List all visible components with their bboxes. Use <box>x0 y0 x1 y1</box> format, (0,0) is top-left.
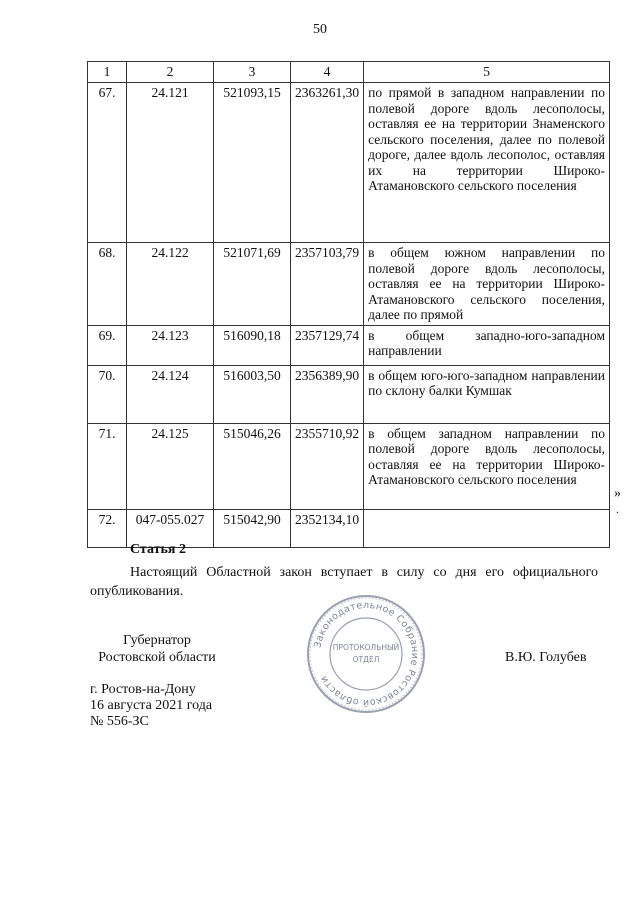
coord-y: 2357103,79 <box>291 243 364 326</box>
svg-text:Законодательное Собрание Росто <box>312 600 420 708</box>
coord-x: 515042,90 <box>214 509 291 547</box>
coord-x: 516003,50 <box>214 365 291 423</box>
header-cell-5: 5 <box>364 62 610 83</box>
header-cell-3: 3 <box>214 62 291 83</box>
article-title: Статья 2 <box>130 542 186 557</box>
direction-description: по прямой в западном направлении по полевой дороге вдоль лесополосы, оставляя ее на территории Знаменского сельского поселения, далее по полевой дороге, далее вдоль лесополос, оставляя их на территории Широко-Атамановского сельского поселения <box>364 83 610 243</box>
row-number: 71. <box>88 423 127 509</box>
row-number: 70. <box>88 365 127 423</box>
closing-dot: . <box>616 502 619 516</box>
governor-title-line1: Губернатор <box>123 633 191 648</box>
issue-date: 16 августа 2021 года <box>90 698 213 713</box>
point-id: 24.122 <box>127 243 214 326</box>
article-text: Настоящий Областной закон вступает в силу со дня его официального опубликования. <box>90 565 598 599</box>
row-number: 67. <box>88 83 127 243</box>
issue-details <box>90 682 212 730</box>
governor-title <box>90 632 224 666</box>
point-id: 24.121 <box>127 83 214 243</box>
table-row <box>88 325 610 365</box>
coord-y: 2352134,10 <box>291 509 364 547</box>
law-number: № 556-ЗС <box>90 714 149 729</box>
point-id: 24.123 <box>127 325 214 365</box>
closing-quote: » <box>614 486 621 501</box>
stamp-ring-text: Законодательное Собрание Ростовской области <box>312 599 421 709</box>
point-id: 24.124 <box>127 365 214 423</box>
official-stamp <box>304 592 428 716</box>
coord-x: 516090,18 <box>214 325 291 365</box>
issue-city: г. Ростов-на-Дону <box>90 682 196 697</box>
stamp-center-line1: ПРОТОКОЛЬНЫЙ <box>332 643 400 652</box>
page-number: 50 <box>313 22 327 37</box>
coord-x: 521071,69 <box>214 243 291 326</box>
header-cell-2: 2 <box>127 62 214 83</box>
table-row <box>88 423 610 509</box>
coord-y: 2355710,92 <box>291 423 364 509</box>
direction-description: в общем западном направлении по полевой дороге вдоль лесополосы, оставляя ее на территории Широко-Атамановского сельского поселения <box>364 423 610 509</box>
direction-description: в общем юго-юго-западном направлении по склону балки Кумшак <box>364 365 610 423</box>
table-row <box>88 365 610 423</box>
point-id: 047-055.027 <box>127 509 214 547</box>
coordinates-table <box>87 61 610 548</box>
table-header-row <box>88 62 610 83</box>
coord-y: 2356389,90 <box>291 365 364 423</box>
header-cell-4: 4 <box>291 62 364 83</box>
stamp-center-line2: ОТДЕЛ <box>352 655 380 664</box>
governor-title-line2: Ростовской области <box>98 650 216 665</box>
header-cell-1: 1 <box>88 62 127 83</box>
coord-y: 2363261,30 <box>291 83 364 243</box>
direction-description <box>364 509 610 547</box>
direction-description: в общем западно-юго-западном направлении <box>364 325 610 365</box>
governor-name: В.Ю. Голубев <box>505 650 587 665</box>
table-row <box>88 83 610 243</box>
coord-y: 2357129,74 <box>291 325 364 365</box>
row-number: 68. <box>88 243 127 326</box>
coord-x: 515046,26 <box>214 423 291 509</box>
point-id: 24.125 <box>127 423 214 509</box>
direction-description: в общем южном направлении по полевой дороге вдоль лесополосы, оставляя ее на территории Широко-Атамановского сельского поселения, далее по прямой <box>364 243 610 326</box>
coord-x: 521093,15 <box>214 83 291 243</box>
row-number: 69. <box>88 325 127 365</box>
table-row <box>88 243 610 326</box>
row-number: 72. <box>88 509 127 547</box>
